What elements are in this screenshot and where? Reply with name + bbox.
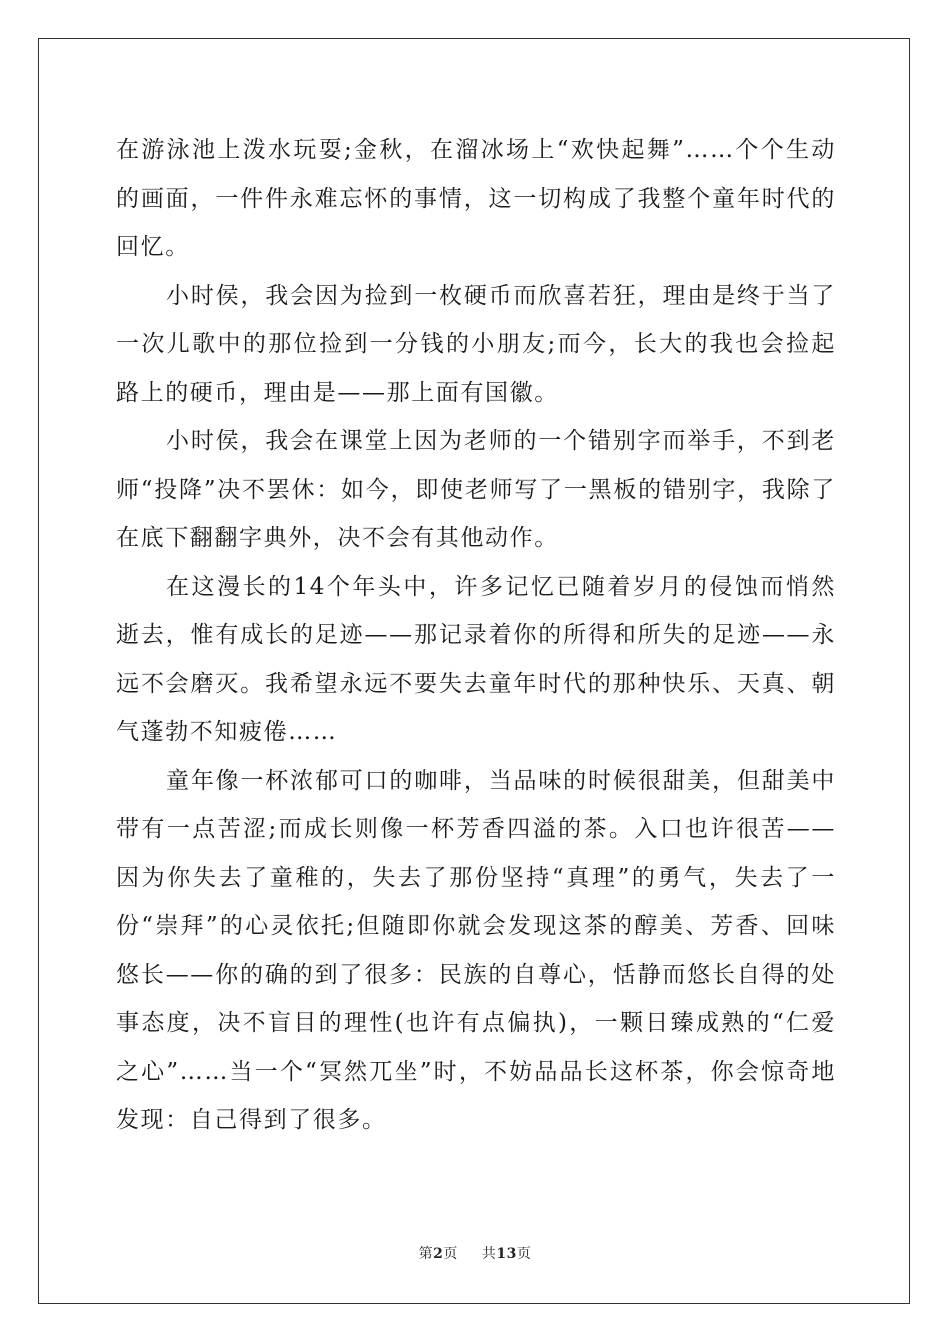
paragraph: 小时侯，我会因为捡到一枚硬币而欣喜若狂，理由是终于当了一次儿歌中的那位捡到一分钱的小朋友;而今，长大的我也会捡起路上的硬币，理由是——那上面有国徽。 [116,282,836,406]
current-page-number: 2 [433,1246,444,1262]
paragraph: 在这漫长的14个年头中，许多记忆已随着岁月的侵蚀而悄然逝去，惟有成长的足迹——那记录着你的所得和所失的足迹——永远不会磨灭。我希望永远不要失去童年时代的那种快乐、天真、朝气蓬勃不知疲倦…… [116,573,836,745]
paragraph: 小时侯，我会在课堂上因为老师的一个错别字而举手，不到老师“投降”决不罢休：如今，即使老师写了一黑板的错别字，我除了在底下翻翻字典外，决不会有其他动作。 [116,428,836,551]
page-footer [0,1244,950,1264]
total-suffix: 页 [516,1246,532,1262]
page-label [419,1244,458,1264]
paragraph: 在游泳池上泼水玩耍;金秋，在溜冰场上“欢快起舞”……个个生动的画面，一件件永难忘怀的事情，这一切构成了我整个童年时代的回忆。 [116,137,836,260]
page-suffix: 页 [443,1246,458,1262]
document-body [116,126,836,1145]
total-prefix: 共 [481,1246,497,1262]
paragraph: 童年像一杯浓郁可口的咖啡，当品味的时候很甜美，但甜美中带有一点苦涩;而成长则像一杯芳香四溢的茶。入口也许很苦——因为你失去了童稚的，失去了那份坚持“真理”的勇气，失去了一份“崇拜”的心灵依托;但随即你就会发现这茶的醇美、芳香、回味悠长——你的确的到了很多：民族的自尊心，恬静而悠长自得的处事态度，决不盲目的理性(也许有点偏执)，一颗日臻成熟的“仁爱之心”……当一个“冥然兀坐”时，不妨品品长这杯茶，你会惊奇地发现：自己得到了很多。 [116,767,836,1133]
total-pages-label [482,1244,531,1264]
page-prefix: 第 [418,1246,434,1262]
total-pages-number: 13 [496,1246,517,1262]
